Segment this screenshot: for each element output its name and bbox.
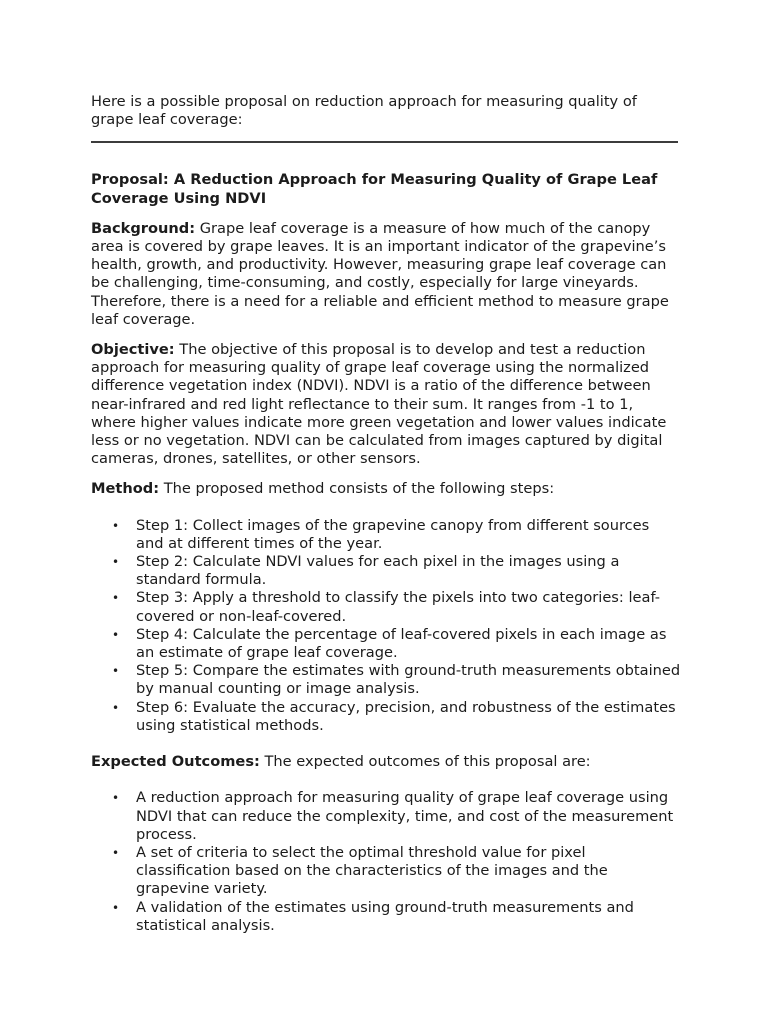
document-body (91, 93, 681, 935)
horizontal-divider (91, 141, 678, 143)
objective-paragraph (91, 341, 681, 468)
list-item (112, 789, 681, 844)
outcomes-label: Expected Outcomes: (91, 753, 260, 771)
method-paragraph (91, 480, 681, 498)
bullet-icon: • (112, 791, 120, 806)
outcome-item-1: A reduction approach for measuring quality of grape leaf coverage using NDVI that can reduce the complexity, time, and cost of the measurement process. (136, 789, 674, 843)
objective-label: Objective: (91, 341, 175, 359)
method-step-1: Step 1: Collect images of the grapevine canopy from different sources and at different times of the year. (136, 516, 650, 552)
list-item (112, 662, 681, 698)
method-step-4: Step 4: Calculate the percentage of leaf-covered pixels in each image as an estimate of grape leaf coverage. (136, 625, 667, 662)
objective-text: The objective of this proposal is to develop and test a reduction approach for measuring quality of grape leaf coverage using the normalized difference vegetation index (NDVI). NDVI is a ratio of the difference between near-infrared and red light reflectance to their sum. It ranges from -1 to 1, where higher values indicate more green vegetation and lower values indicate less or no vegetation. NDVI can be calculated from images captured by digital cameras, drones, satellites, or other sensors. (91, 341, 667, 468)
background-paragraph (91, 220, 681, 329)
background-label: Background: (91, 219, 196, 237)
list-item (112, 553, 681, 589)
list-item (112, 589, 681, 625)
list-item (112, 516, 681, 553)
method-step-3: Step 3: Apply a threshold to classify the pixels into two categories: leaf-covered or non-leaf-covered. (136, 589, 661, 625)
outcomes-paragraph (91, 753, 681, 771)
list-item (112, 698, 681, 735)
list-item (112, 843, 681, 899)
method-step-2: Step 2: Calculate NDVI values for each pixel in the images using a standard formula. (136, 553, 620, 589)
method-step-5: Step 5: Compare the estimates with ground-truth measurements obtained by manual counting or image analysis. (136, 662, 681, 698)
bullet-icon: • (112, 845, 120, 860)
outcomes-text: The expected outcomes of this proposal are: (264, 753, 591, 771)
method-label: Method: (91, 480, 160, 498)
bullet-icon: • (112, 627, 120, 642)
intro-text: Here is a possible proposal on reduction approach for measuring quality of grape leaf coverage: (91, 93, 637, 129)
method-text: The proposed method consists of the following steps: (163, 480, 555, 498)
bullet-icon: • (112, 900, 120, 915)
outcome-item-2: A set of criteria to select the optimal threshold value for pixel classification based on the characteristics of the images and the grapevine variety. (136, 843, 608, 898)
bullet-icon: • (112, 518, 120, 533)
outcome-item-3: A validation of the estimates using ground-truth measurements and statistical analysis. (136, 898, 634, 934)
outcomes-list (91, 789, 681, 935)
background-text: Grape leaf coverage is a measure of how much of the canopy area is covered by grape leaves. It is an important indicator of the grapevine’s health, growth, and productivity. However, measuring grape leaf coverage can be challenging, time-consuming, and costly, especially for large vineyards. Therefore, there is a need for a reliable and efficient method to measure grape leaf coverage. (91, 219, 669, 328)
bullet-icon: • (112, 664, 120, 679)
list-item (112, 898, 681, 935)
method-step-6: Step 6: Evaluate the accuracy, precision, and robustness of the estimates using statistical methods. (136, 698, 676, 734)
bullet-icon: • (112, 591, 120, 606)
method-steps-list (91, 517, 681, 735)
bullet-icon: • (112, 700, 120, 715)
bullet-icon: • (112, 555, 120, 570)
proposal-title: Proposal: A Reduction Approach for Measuring Quality of Grape Leaf Coverage Using NDVI (91, 171, 658, 207)
list-item (112, 625, 681, 662)
